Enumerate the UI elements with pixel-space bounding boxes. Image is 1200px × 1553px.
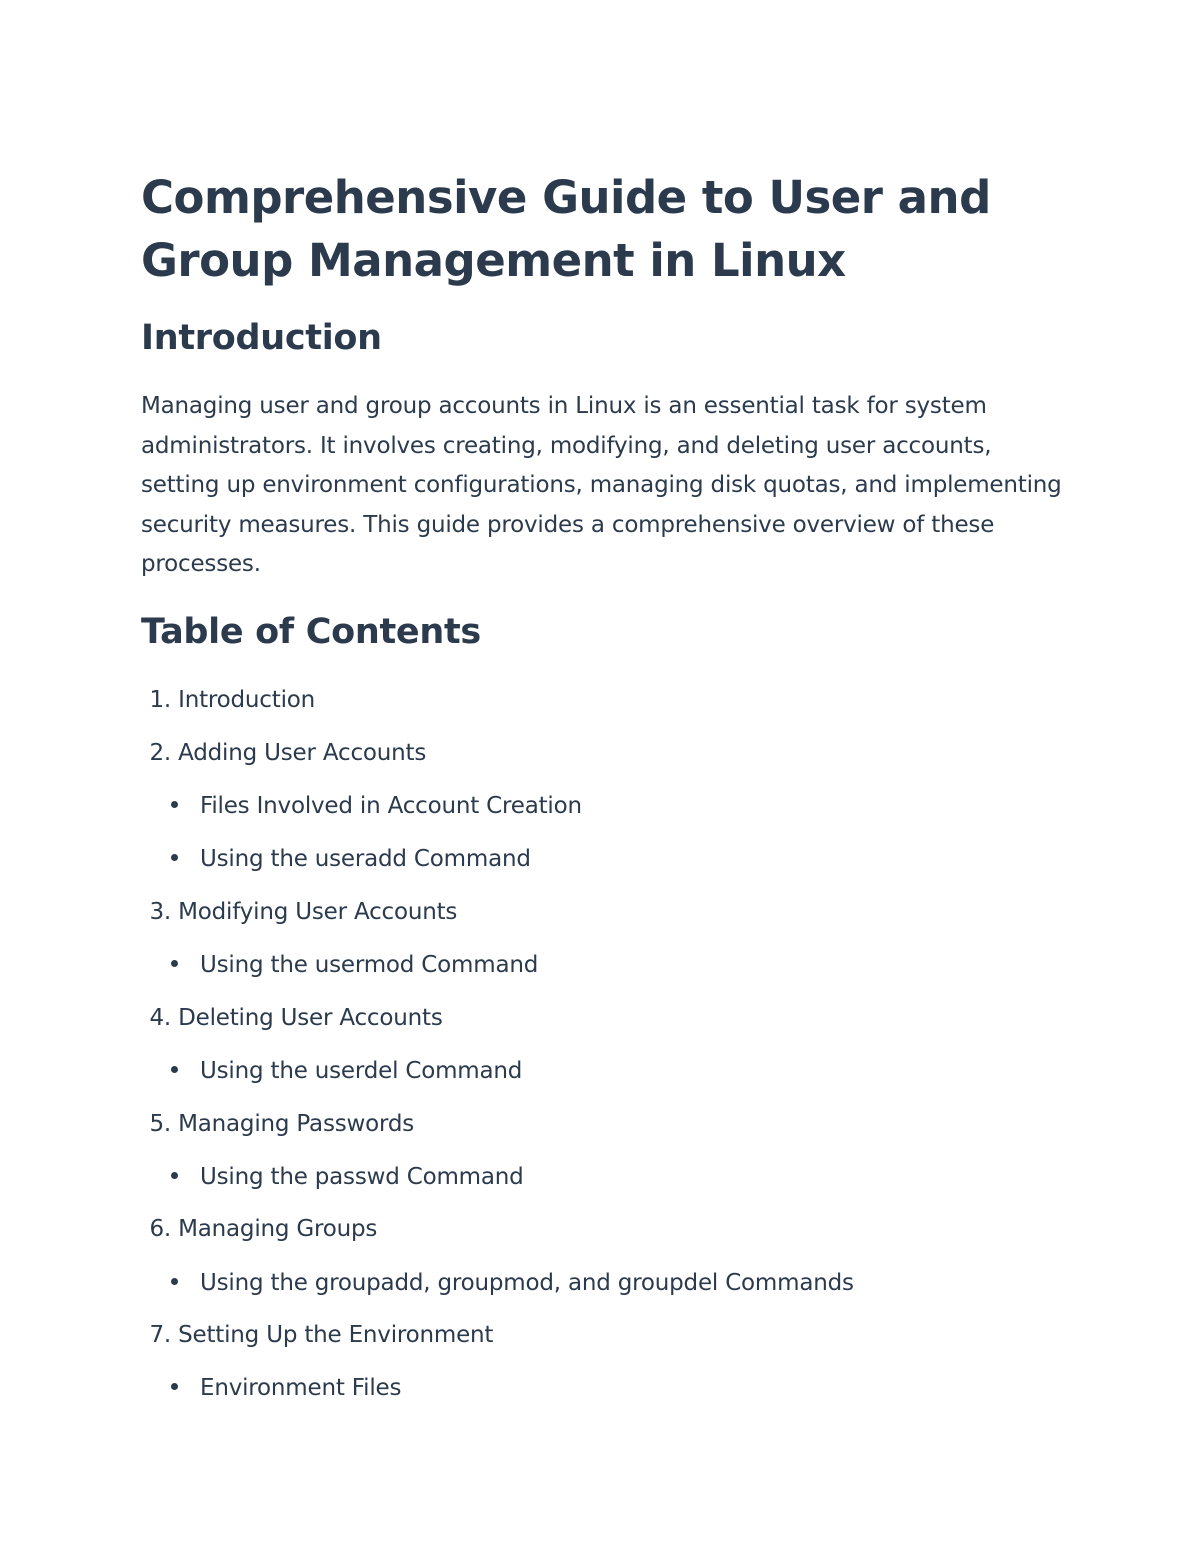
bullet-icon: [171, 1383, 178, 1390]
toc-item-number: 3.: [149, 899, 171, 925]
toc-item[interactable]: [141, 1213, 377, 1245]
toc-item-number: 6.: [149, 1216, 171, 1242]
toc-subitem[interactable]: [171, 790, 582, 822]
introduction-heading: Introduction: [141, 318, 382, 358]
toc-item-label: Managing Passwords: [178, 1111, 415, 1137]
bullet-icon: [171, 960, 178, 967]
toc-subitem[interactable]: [171, 1372, 401, 1404]
toc-subitem-label: Environment Files: [200, 1375, 402, 1401]
toc-item-label: Deleting User Accounts: [178, 1005, 443, 1031]
toc-subitem[interactable]: [171, 949, 538, 981]
toc-subitem[interactable]: [171, 1267, 854, 1299]
toc-item[interactable]: [141, 896, 457, 928]
toc-item-number: 5.: [149, 1111, 171, 1137]
page-title: Comprehensive Guide to User and Group Management in Linux: [141, 171, 991, 287]
toc-item-label: Managing Groups: [178, 1216, 378, 1242]
toc-subitem-label: Files Involved in Account Creation: [200, 793, 582, 819]
toc-item-number: 1.: [149, 687, 171, 713]
toc-item[interactable]: [141, 1002, 443, 1034]
toc-subitem[interactable]: [171, 1161, 524, 1193]
toc-item[interactable]: [141, 1319, 493, 1351]
toc-item-number: 4.: [149, 1005, 171, 1031]
toc-item-label: Modifying User Accounts: [178, 899, 458, 925]
bullet-icon: [171, 1066, 178, 1073]
bullet-icon: [171, 1172, 178, 1179]
toc-subitem-label: Using the groupadd, groupmod, and groupdel Commands: [200, 1270, 854, 1296]
toc-subitem[interactable]: [171, 1055, 522, 1087]
bullet-icon: [171, 801, 178, 808]
toc-item[interactable]: [141, 1108, 414, 1140]
toc-item[interactable]: [141, 737, 426, 769]
bullet-icon: [171, 1278, 178, 1285]
toc-subitem-label: Using the userdel Command: [200, 1058, 523, 1084]
toc-item-number: 2.: [149, 740, 171, 766]
toc-item-label: Adding User Accounts: [178, 740, 427, 766]
toc-subitem-label: Using the passwd Command: [200, 1164, 524, 1190]
toc-item-number: 7.: [149, 1322, 171, 1348]
toc-heading: Table of Contents: [141, 612, 481, 652]
toc-item-label: Setting Up the Environment: [178, 1322, 494, 1348]
toc-subitem-label: Using the usermod Command: [200, 952, 539, 978]
toc-item-label: Introduction: [178, 687, 316, 713]
introduction-paragraph: Managing user and group accounts in Linux is an essential task for system administrators. It involves creating, modifying, and deleting user accounts, setting up environment configurations, managing disk quotas, and implementing security measures. This guide provides a comprehensive overview of these processes.: [141, 393, 1062, 577]
toc-subitem[interactable]: [171, 843, 531, 875]
bullet-icon: [171, 854, 178, 861]
toc-subitem-label: Using the useradd Command: [200, 846, 531, 872]
toc-item[interactable]: [141, 684, 315, 716]
